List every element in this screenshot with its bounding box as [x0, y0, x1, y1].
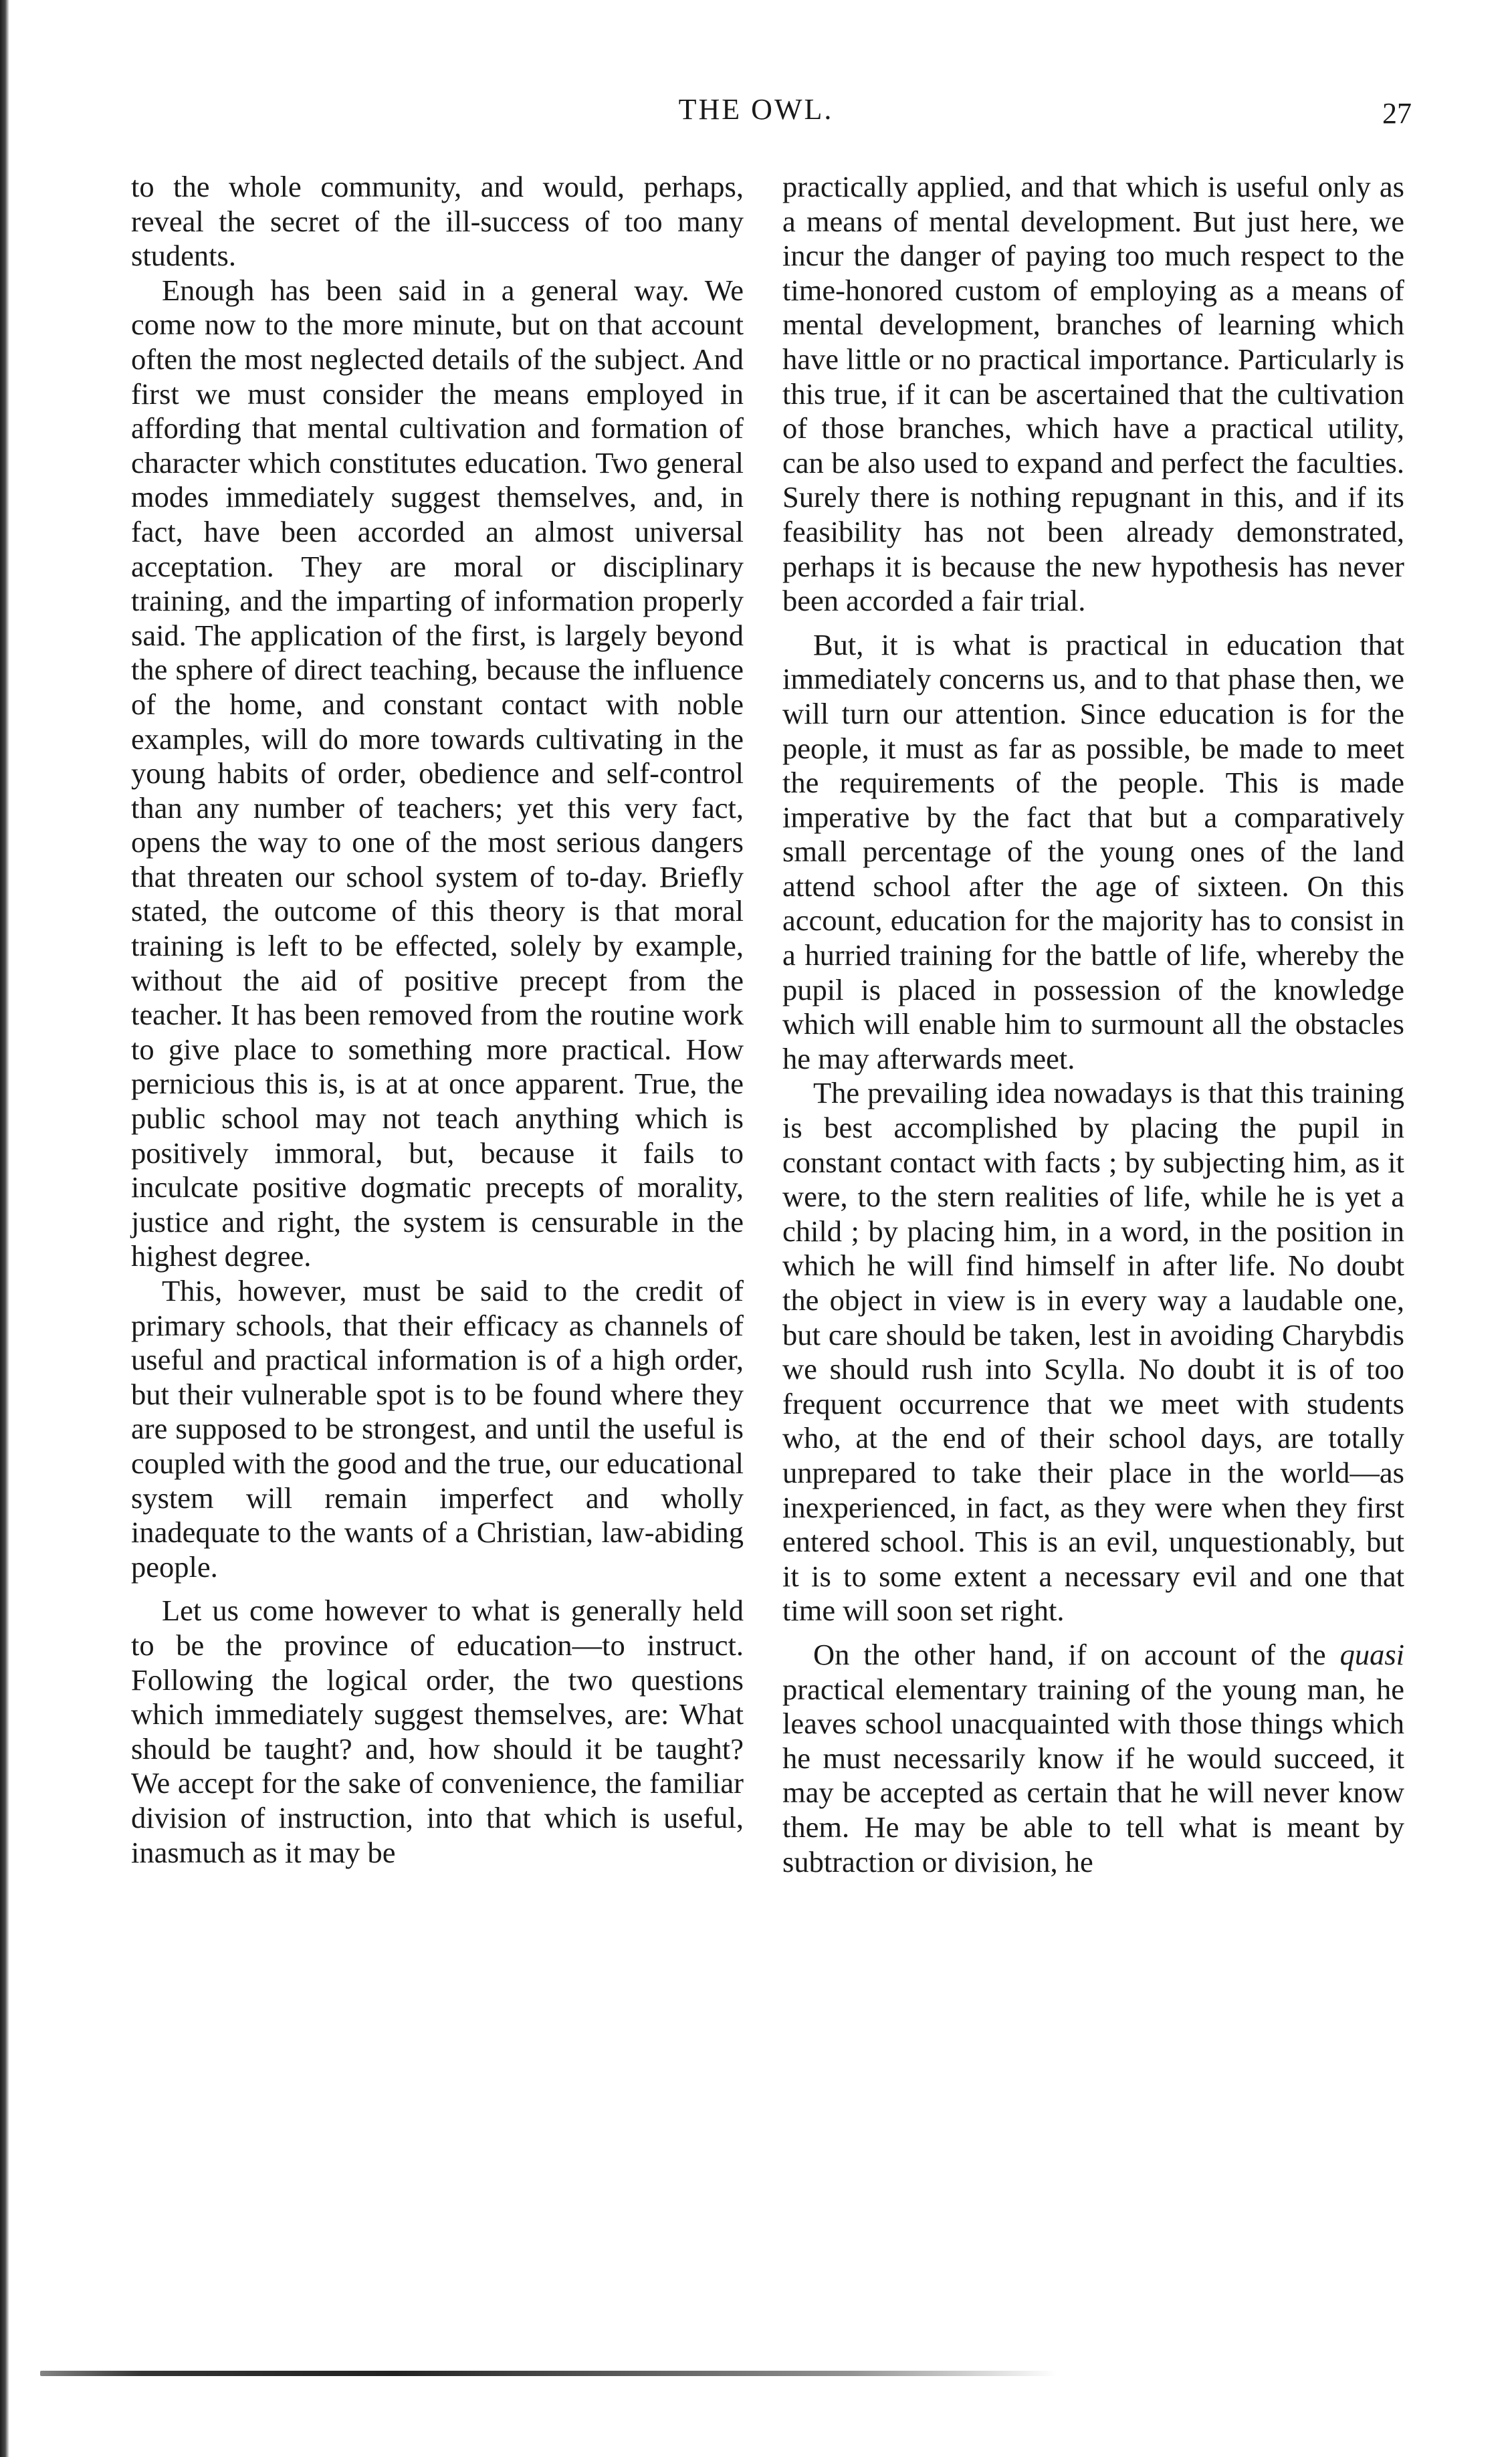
running-head-title: THE OWL. [678, 93, 834, 126]
paragraph: to the whole community, and would, perhaps, reveal the secret of the ill-success of too many students. [131, 170, 744, 273]
left-column [131, 170, 744, 1870]
paragraph-text: On the other hand, if on account of the [813, 1637, 1340, 1671]
paragraph: This, however, must be said to the credit of primary schools, that their efficacy as channels of useful and practical information is of a high order, but their vulnerable spot is to be found where they are supposed to be strongest, and until the useful is coupled with the good and the true, our educational system will remain imperfect and wholly inadequate to the wants of a Christian, law-abiding people. [131, 1274, 744, 1584]
paragraph: But, it is what is practical in education that immediately concerns us, and to that phase then, we will turn our attention. Since education is for the people, it must as far as possible, be made to meet the requirements of the people. This is made imperative by the fact that but a comparatively small percentage of the young ones of the land attend school after the age of sixteen. On this account, education for the majority has to consist in a hurried training for the battle of life, whereby the pupil is placed in possession of the knowledge which will enable him to surmount all the obstacles he may afterwards meet. [782, 627, 1404, 1075]
bottom-rule [40, 2371, 1057, 2376]
paragraph: The prevailing idea nowadays is that this training is best accomplished by placing the pupil in constant contact with facts ; by subjecting him, as it were, to the stern realities of life, while he is yet a child ; by placing him, in a word, in the position in which he will find himself in after life. No doubt the object in view is in every way a laudable one, but care should be taken, lest in avoiding Charybdis we should rush into Scylla. No doubt it is of too frequent occurrence that we meet with students who, at the end of their school days, are totally unprepared to take their place in the world—as inexperienced, in fact, as they were when they first entered school. This is an evil, unquestionably, but it is to some extent a necessary evil and one that time will soon set right. [782, 1076, 1404, 1628]
paragraph [782, 1638, 1404, 1879]
page-number: 27 [1382, 97, 1412, 130]
italic-word: quasi [1339, 1637, 1404, 1671]
paragraph: Let us come however to what is generally held to be the province of education—to instruct. Following the logical order, the two questions which immediately suggest themselves, are: What should be taught? and, how should it be taught? We accept for the sake of convenience, the familiar division of instruction, into that which is useful, inasmuch as it may be [131, 1594, 744, 1869]
paragraph: practically applied, and that which is useful only as a means of mental development. But just here, we incur the danger of paying too much respect to the time-honored custom of employing as a means of mental development, branches of learning which have little or no practical importance. Particularly is this true, if it can be ascertained that the cultivation of those branches, which have a practical utility, can be also used to expand and perfect the faculties. Surely there is nothing repugnant in this, and if its feasibility has not been already demonstrated, perhaps it is because the new hypothesis has never been accorded a fair trial. [782, 170, 1404, 618]
right-column [782, 170, 1404, 1879]
paragraph-text: practical elementary training of the young man, he leaves school unacquainted with those things which he must necessarily know if he would succeed, it may be accepted as certain that he will never know them. He may be able to tell what is meant by subtraction or division, he [782, 1672, 1404, 1879]
paragraph: Enough has been said in a general way. We come now to the more minute, but on that account often the most neglected details of the subject. And first we must consider the means employed in affording that mental cultivation and formation of character which constitutes education. Two general modes immediately suggest themselves, and, in fact, have been accorded an almost universal acceptation. They are moral or disciplinary training, and the imparting of information properly said. The application of the first, is largely beyond the sphere of direct teaching, because the influence of the home, and constant contact with noble examples, will do more towards cultivating in the young habits of order, obedience and self-control than any number of teachers; yet this very fact, opens the way to one of the most serious dangers that threaten our school system of to-day. Briefly stated, the outcome of this theory is that moral training is left to be effected, solely by example, without the aid of positive precept from the teacher. It has been removed from the routine work to give place to something more practical. How pernicious this is, is at at once apparent. True, the public school may not teach anything which is positively immoral, but, because it fails to inculcate positive dogmatic precepts of morality, justice and right, the system is censurable in the highest degree. [131, 273, 744, 1273]
page-edge-shadow [0, 0, 9, 2457]
